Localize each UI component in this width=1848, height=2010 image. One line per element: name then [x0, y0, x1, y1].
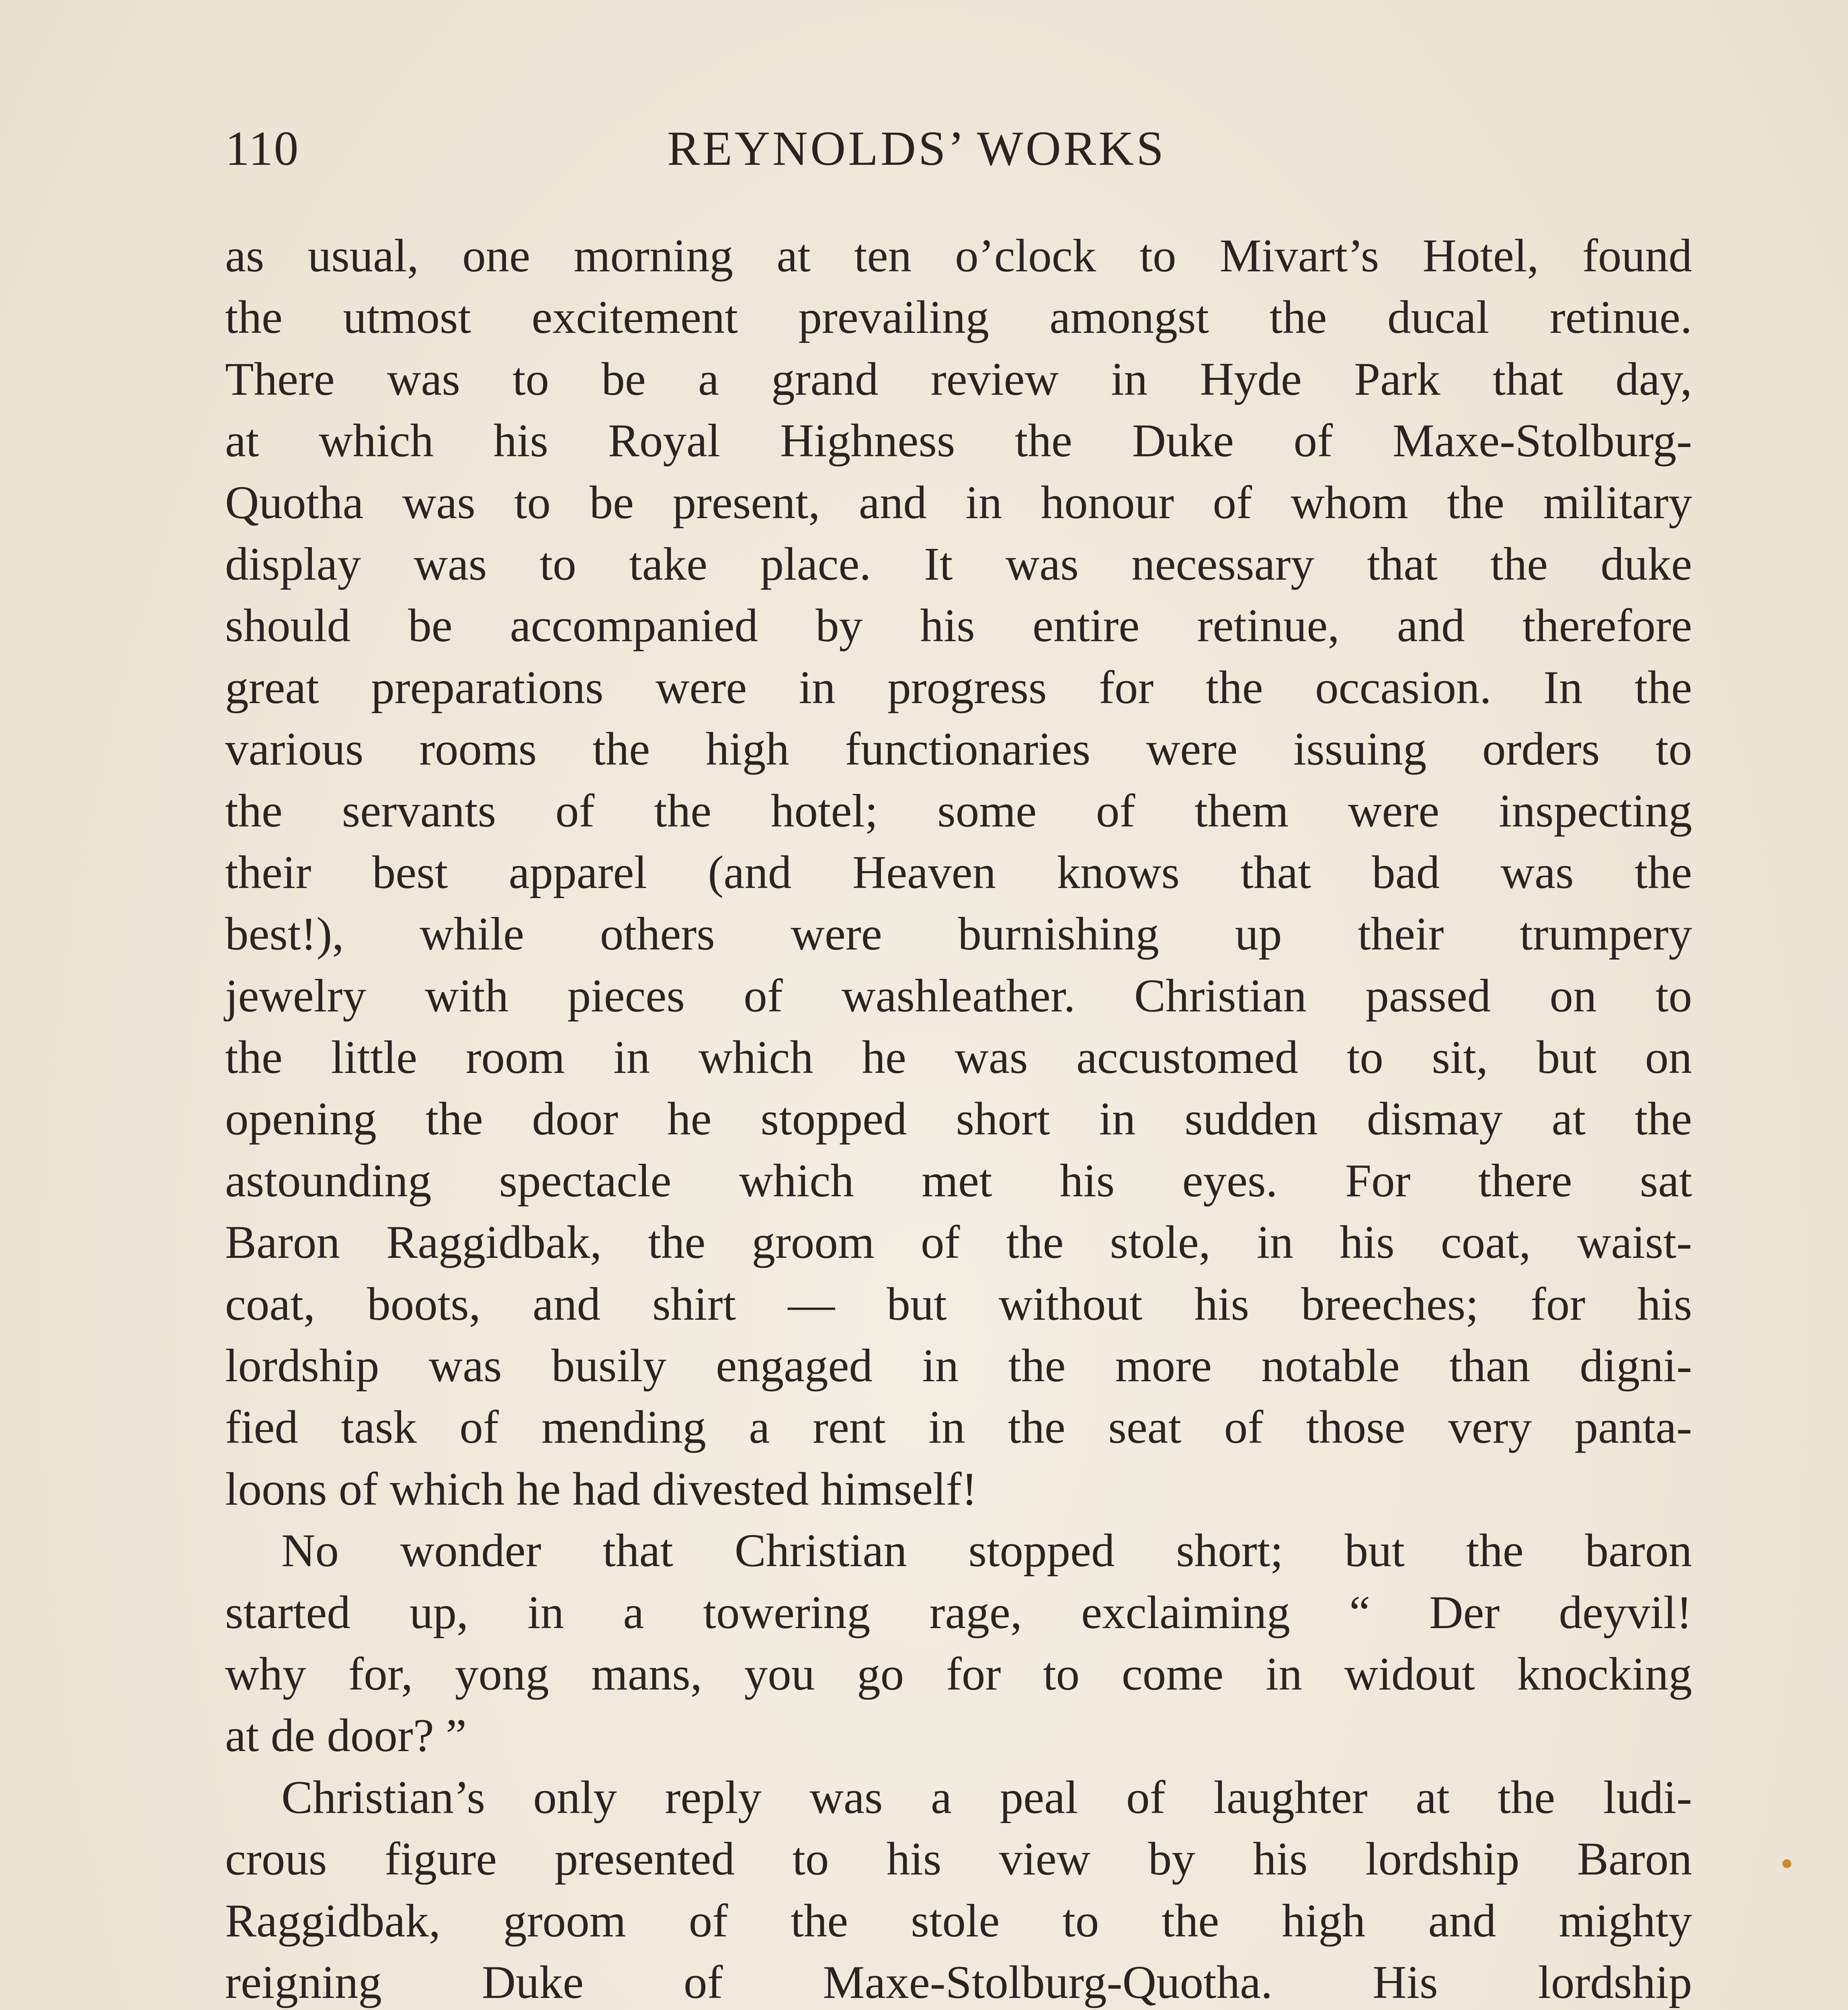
text-line: the little room in which he was accustomed to sit, but on — [225, 1032, 1692, 1084]
text-line: the utmost excitement prevailing amongst the ducal retinue. — [225, 291, 1692, 344]
text-line: astounding spectacle which met his eyes. For there sat — [225, 1155, 1692, 1207]
text-line: great preparations were in progress for the occasion. In the — [225, 661, 1692, 714]
text-line: as usual, one morning at ten o’clock to Mivart’s Hotel, found — [225, 230, 1692, 282]
text-line: the servants of the hotel; some of them were inspecting — [225, 785, 1692, 837]
paper-speck — [1782, 1859, 1791, 1868]
text-line: their best apparel (and Heaven knows that bad was the — [225, 846, 1692, 898]
text-line: started up, in a towering rage, exclaiming “ Der deyvil! — [225, 1586, 1692, 1639]
body-text — [225, 225, 1692, 2010]
text-line: loons of which he had divested himself! — [225, 1463, 977, 1515]
text-line: coat, boots, and shirt — but without his breeches; for his — [225, 1278, 1692, 1330]
text-line: There was to be a grand review in Hyde Park that day, — [225, 353, 1692, 405]
page-number: 110 — [225, 121, 299, 176]
text-line: best!), while others were burnishing up their trumpery — [225, 908, 1692, 960]
text-line: No wonder that Christian stopped short; but the baron — [281, 1525, 1692, 1577]
text-line: display was to take place. It was necessary that the duke — [225, 538, 1692, 590]
page-header — [225, 117, 1692, 181]
text-line: Baron Raggidbak, the groom of the stole, in his coat, waist- — [225, 1216, 1692, 1269]
text-line: Quotha was to be present, and in honour of whom the military — [225, 476, 1692, 529]
text-line: opening the door he stopped short in sudden dismay at the — [225, 1093, 1692, 1145]
running-head: REYNOLDS’ WORKS — [667, 121, 1166, 176]
text-line: various rooms the high functionaries were issuing orders to — [225, 723, 1692, 775]
text-line: should be accompanied by his entire retinue, and therefore — [225, 600, 1692, 652]
text-line: at which his Royal Highness the Duke of Maxe-Stolburg- — [225, 415, 1692, 467]
text-line: crous figure presented to his view by his lordship Baron — [225, 1833, 1692, 1885]
text-line: lordship was busily engaged in the more notable than digni- — [225, 1340, 1692, 1392]
text-line: reigning Duke of Maxe-Stolburg-Quotha. His lordship — [225, 1956, 1692, 2008]
text-line: at de door? ” — [225, 1710, 467, 1762]
text-line: Raggidbak, groom of the stole to the high and mighty — [225, 1895, 1692, 1947]
text-line: why for, yong mans, you go for to come in widout knocking — [225, 1648, 1692, 1700]
text-line: Christian’s only reply was a peal of laughter at the ludi- — [281, 1771, 1692, 1823]
text-line: jewelry with pieces of washleather. Christian passed on to — [225, 970, 1692, 1022]
text-line: fied task of mending a rent in the seat of those very panta- — [225, 1401, 1692, 1454]
